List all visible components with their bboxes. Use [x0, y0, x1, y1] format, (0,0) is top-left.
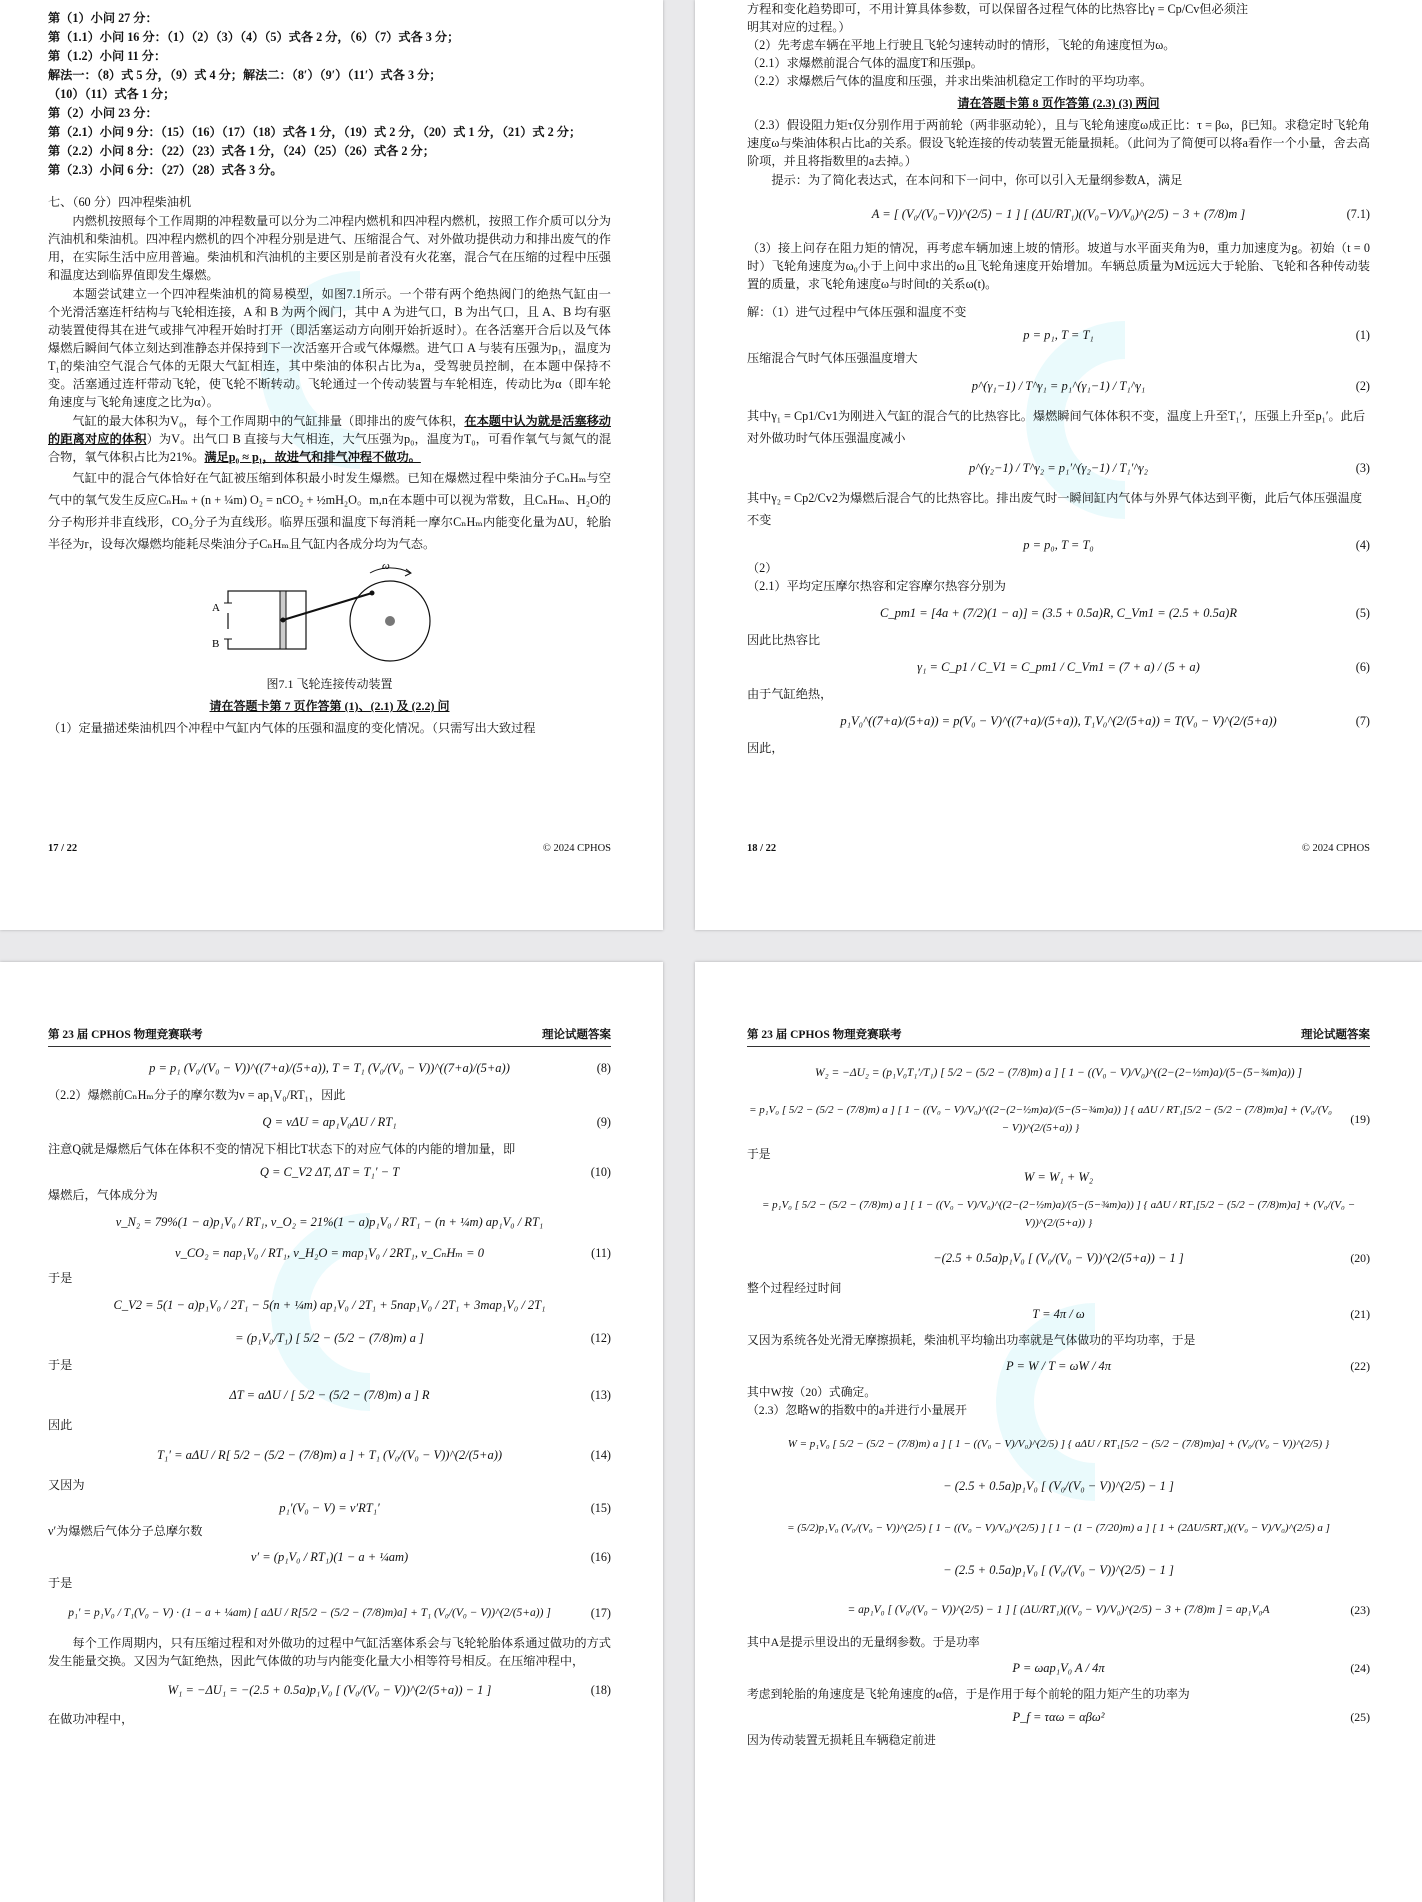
text-line: 方程和变化趋势即可，不用计算具体参数，可以保留各过程气体的比热容比γ = Cp/Cv但必须注	[747, 2, 1249, 16]
solution-text: 考虑到轮胎的角速度是飞轮角速度的α倍，于是作用于每个前轮的阻力矩产生的功率为	[747, 1687, 1190, 1701]
equation-23: = ap₁V₀ [ (V₀/(V₀ − V))^(2/5) − 1 ] [ (ΔU/RT₁)((V₀ − V)/V₀)^(2/5) − 3 + (7/8)m ] = ap₁V₀A (23)	[847, 1603, 1370, 1617]
equation-20: −(2.5 + 0.5a)p₁V₀ [ (V₀/(V₀ − V))^(2/(5+a)) − 1 ] (20)	[933, 1251, 1370, 1265]
solution-text: 其中W按（20）式确定。	[747, 1385, 877, 1399]
equation-24: P = ωap₁V₀ A / 4π (24)	[1012, 1661, 1370, 1675]
header-right: 理论试题答案	[542, 1029, 611, 1041]
equation-23c: = (5/2)p₁V₀ (V₀/(V₀ − V))^(2/5) [ 1 − ((V₀ − V)/V₀)^(2/5) ] [ 1 − (1 − (7/20)m) a ] [ 1 + (2ΔU/5RT₁)((V₀ − V)/V₀)^(2/5) a ]	[787, 1522, 1330, 1534]
equation-23b: − (2.5 + 0.5a)p₁V₀ [ (V₀/(V₀ − V))^(2/5) − 1 ]	[943, 1479, 1174, 1493]
omega-label: ω	[381, 563, 390, 572]
answer-sheet-note: 请在答题卡第 7 页作答第 (1)、(2.1) 及 (2.2) 问	[209, 699, 450, 713]
solution-text: 注意Q就是爆燃后气体在体积不变的情况下相比T状态下的对应气体的内能的增加量，即	[48, 1142, 516, 1156]
text-line: 明其对应的过程。）	[747, 20, 851, 34]
equation-7: p₁V₀^((7+a)/(5+a)) = p(V₀ − V)^((7+a)/(5+a)), T₁V₀^(2/(5+a)) = T(V₀ − V)^(2/(5+a)) (7)	[840, 714, 1370, 728]
score-line: （10）（11）式各 1 分；	[48, 87, 176, 101]
header-right: 理论试题答案	[1301, 1029, 1370, 1041]
solution-text: 因此，	[747, 741, 784, 755]
question-text: （1）定量描述柴油机四个冲程中气缸内气体的压强和温度的变化情况。（只需写出大致过程	[48, 721, 536, 735]
page-number: 17 / 22	[48, 843, 78, 854]
page-20	[695, 962, 1422, 1902]
solution-text: 因此比热容比	[747, 633, 821, 647]
score-line: 第（2）小问 23 分：	[48, 106, 158, 120]
solution-text: 其中A是提示里设出的无量纲参数。于是功率	[747, 1635, 980, 1649]
paragraph: 内燃机按照每个工作周期的冲程数量可以分为二冲程内燃机和四冲程内燃机，按照工作介质可以分为汽油机和柴油机。四冲程内燃机的四个冲程分别是进气、压缩混合气、对外做功提供动力和排出废气的作用，在实际生活中应用普遍。柴油机和汽油机的主要区别是前者没有火花塞，混合气在压缩的过程中压强和温度达到临界值即发生爆燃。	[48, 214, 611, 282]
equation-22: P = W / T = ωW / 4π (22)	[1005, 1359, 1370, 1373]
paragraph: 每个工作周期内，只有压缩过程和对外做功的过程中气缸活塞体系会与飞轮轮胎体系通过做功的方式发生能量交换。又因为气缸绝热，因此气体做的功与内能变化量大小相等符号相反。在压缩冲程中，	[48, 1636, 611, 1668]
equation-10: Q = C_V2 ΔT, ΔT = T₁′ − T (10)	[259, 1165, 611, 1179]
header-left: 第 23 届 CPHOS 物理竞赛联考	[747, 1029, 902, 1041]
paragraph: 本题尝试建立一个四冲程柴油机的简易模型，如图7.1所示。一个带有两个绝热阀门的绝热气缸由一个光滑活塞连杆结构与飞轮相连接，A 和 B 为两个阀门，其中 A 为进气口，B 为出气口，且 A、B 均有驱动装置使得其在进气或排气冲程开始时打开（即活塞运动方向刚开始折返时）。在各活塞开合后以及气体爆燃后瞬间气体立刻达到准静态并保持到下一次活塞开合或气体爆燃。进气口 A 与装有压强为p₁，温度为T₁的柴油空气混合气体的无限大气缸相连，其中柴油的体积占比为a，受驾驶员控制，在本题中保持不变。活塞通过连杆带动飞轮，使飞轮不断转动。飞轮通过一个传动装置与车轮相连，传动比为α（即车轮角速度与飞轮角速度之比为α）。	[48, 287, 611, 409]
equation-18: W₁ = −ΔU₁ = −(2.5 + 0.5a)p₁V₀ [ (V₀/(V₀ − V))^(2/(5+a)) − 1 ] (18)	[167, 1683, 611, 1697]
solution-text: 整个过程经过时间	[747, 1281, 842, 1295]
page-19	[0, 962, 663, 1902]
valve-b-label: B	[211, 638, 219, 650]
solution-text: 爆燃后，气体成分为	[48, 1188, 158, 1202]
page-footer	[747, 843, 1370, 854]
equation-17: p₁′ = p₁V₀ / T₁(V₀ − V) · (1 − a + ¼am) [ aΔU / R[5/2 − (5/2 − (7/8)m)a] + T₁ (V₀/(V₀ − V))^(2/(5+a)) ] (17)	[68, 1606, 611, 1620]
equation-16: ν′ = (p₁V₀ / RT₁)(1 − a + ¼am) (16)	[250, 1550, 611, 1564]
equation-12: = (p₁V₀/T₁) [ 5/2 − (5/2 − (7/8)m) a ] (12)	[235, 1331, 611, 1345]
question-text: （2.2）求爆燃后气体的温度和压强，并求出柴油机稳定工作时的平均功率。	[747, 74, 1153, 88]
equation-20a: W = W₁ + W₂	[1023, 1170, 1094, 1184]
solution-text: 在做功冲程中，	[48, 1712, 134, 1726]
page-number: 18 / 22	[747, 843, 777, 854]
score-line: 解法一：（8）式 5 分，（9）式 4 分；解法二：（8′）（9′）（11′）式各 3 分；	[48, 68, 442, 82]
answer-sheet-note: 请在答题卡第 8 页作答第 (2.3) (3) 两问	[957, 96, 1160, 110]
solution-text: 其中γ₂ = Cp2/Cv2为爆燃后混合气的比热容比。排出废气时一瞬间缸内气体与外界气体达到平衡，此后气体压强温度不变	[747, 491, 1363, 527]
copyright: © 2024 CPHOS	[542, 843, 611, 854]
score-line: 第（1.1）小问 16 分：（1）（2）（3）（4）（5）式各 2 分，（6）（7）式各 3 分；	[48, 30, 460, 44]
equation-2: p^(γ₁−1) / T^γ₁ = p₁^(γ₁−1) / T₁^γ₁ (2)	[971, 379, 1370, 393]
solution-text: ν′为爆燃后气体分子总摩尔数	[48, 1524, 203, 1538]
question-text: （2.3）假设阻力矩τ仅分别作用于两前轮（两非驱动轮），且与飞轮角速度ω成正比：τ = βω，β已知。求稳定时飞轮角速度ω与柴油体积占比a的关系。假设飞轮连接的传动装置无能量损耗。（此问为了简便可以将a看作一个小量，舍去高阶项，并且将指数里的a去掉。）	[747, 118, 1370, 168]
equation-19a: W₂ = −ΔU₂ = (p₁V₀T₁′/T₁) [ 5/2 − (5/2 − (7/8)m) a ] [ 1 − ((V₀ − V)/V₀)^((2−(2−½m)a)/(5−(5−¾m)a)) ]	[815, 1067, 1302, 1079]
solution-text: 其中γ₁ = Cp1/Cv1为刚进入气缸的混合气的比热容比。爆燃瞬间气体体积不变，温度上升至T₁′，压强上升至p₁′。此后对外做功时气体压强温度减小	[747, 409, 1366, 445]
copyright: © 2024 CPHOS	[1301, 843, 1370, 854]
question-text: （2）先考虑车辆在平地上行驶且飞轮匀速转动时的情形，飞轮的角速度恒为ω。	[747, 38, 1176, 52]
equation-1: p = p₁, T = T₁ (1)	[1023, 328, 1370, 342]
equation-11: ν_CO₂ = nap₁V₀ / RT₁, ν_H₂O = map₁V₀ / 2RT₁, ν_CₙHₘ = 0 (11)	[175, 1246, 611, 1260]
solution-text: 解：（1）进气过程中气体压强和温度不变	[747, 305, 967, 319]
score-line: 第（2.3）小问 6 分：（27）（28）式各 3 分。	[48, 163, 283, 177]
paragraph: 气缸中的混合气体恰好在气缸被压缩到体积最小时发生爆燃。已知在爆燃过程中柴油分子CₙHₘ与空气中的氧气发生反应CₙHₘ + (n + ¼m) O₂ = nCO₂ + ½mH₂O。m,n在本题中可以视为常数，且CₙHₘ、H₂O的分子构形并非直线形，CO₂分子为直线形。临界压强和温度下每消耗一摩尔CₙHₘ内能变化量为ΔU，轮胎半径为r，设每次爆燃均能耗尽柴油分子CₙHₘ且气缸内各成分均为气态。	[48, 471, 611, 551]
hint-text: 提示：为了简化表达式，在本问和下一问中，你可以引入无量纲参数A，满足	[771, 173, 1183, 187]
solution-text: 于是	[48, 1358, 73, 1372]
equation-21: T = 4π / ω (21)	[1032, 1307, 1370, 1321]
solution-text: （2.1）平均定压摩尔热容和定容摩尔热容分别为	[747, 579, 1006, 593]
equation-12a: C_V2 = 5(1 − a)p₁V₀ / 2T₁ − 5(n + ¼m) ap₁V₀ / 2T₁ + 5nap₁V₀ / 2T₁ + 3map₁V₀ / 2T₁	[113, 1298, 546, 1312]
paragraph: 气缸的最大体积为V₀，每个工作周期中的气缸排量（即排出的废气体积，在本题中认为就是活塞移动的距离对应的体积）为V。出气口 B 直接与大气相连，大气压强为p₀，温度为T₀，可看作氧气与氮气的混合物，氧气体积占比为21%。满足p₀ ≈ p₁，故进气和排气冲程不做功。	[48, 414, 612, 464]
solution-text: 由于气缸绝热，	[747, 687, 833, 701]
solution-text: 于是	[48, 1576, 73, 1590]
question-text: （2.1）求爆燃前混合气体的温度T和压强p。	[747, 56, 983, 70]
figure-caption: 图7.1 飞轮连接传动装置	[266, 677, 393, 691]
equation-23a: W = p₁V₀ [ 5/2 − (5/2 − (7/8)m) a ] [ 1 − ((V₀ − V)/V₀)^(2/5) ] { aΔU / RT₁[5/2 − (5/2 − (7/8)m)a] + (V₀/(V₀ − V))^(2/5) }	[787, 1438, 1330, 1450]
solution-text: （2.2）爆燃前CₙHₘ分子的摩尔数为ν = ap₁V₀/RT₁，因此	[48, 1088, 346, 1102]
equation-4: p = p₀, T = T₀ (4)	[1023, 538, 1370, 552]
equation-11a: ν_N₂ = 79%(1 − a)p₁V₀ / RT₁, ν_O₂ = 21%(1 − a)p₁V₀ / RT₁ − (n + ¼m) ap₁V₀ / RT₁	[115, 1215, 544, 1229]
equation-13: ΔT = aΔU / [ 5/2 − (5/2 − (7/8)m) a ] R (13)	[229, 1388, 611, 1402]
solution-text: 于是	[747, 1147, 771, 1161]
page-footer	[48, 843, 611, 854]
solution-text: 于是	[48, 1271, 73, 1285]
equation-6: γ₁ = C_p1 / C_V1 = C_pm1 / C_Vm1 = (7 + a) / (5 + a) (6)	[917, 660, 1370, 674]
equation-8: p = p₁ (V₀/(V₀ − V))^((7+a)/(5+a)), T = T₁ (V₀/(V₀ − V))^((7+a)/(5+a)) (8)	[149, 1061, 611, 1075]
equation-15: p₁′(V₀ − V) = ν′RT₁′ (15)	[279, 1501, 611, 1515]
score-line: 第（2.2）小问 8 分：（22）（23）式各 1 分，（24）（25）（26）式各 2 分；	[48, 144, 435, 158]
score-line: 第（1）小问 27 分：	[48, 11, 158, 25]
equation-7-1: A = [ (V₀/(V₀−V))^(2/5) − 1 ] [ (ΔU/RT₁)((V₀−V)/V₀)^(2/5) − 3 + (7/8)m ] (7.1)	[871, 207, 1370, 221]
figure-7-1	[48, 563, 611, 693]
solution-text: （2.3）忽略W的指数中的a并进行小量展开	[747, 1403, 967, 1417]
equation-9: Q = νΔU = ap₁V₀ΔU / RT₁ (9)	[262, 1115, 611, 1129]
question-text: （3）接上问存在阻力矩的情况，再考虑车辆加速上坡的情形。坡道与水平面夹角为θ，重力加速度为g。初始（t = 0时）飞轮角速度为ω₀小于上问中求出的ω且飞轮角速度开始增加。车辆总质量为M远远大于轮胎、飞轮和各种传动装置的质量，求飞轮角速度ω与时间t的关系ω(t)。	[747, 241, 1370, 291]
equation-20b: = p₁V₀ [ 5/2 − (5/2 − (7/8)m) a ] [ 1 − ((V₀ − V)/V₀)^((2−(2−½m)a)/(5−(5−¾m)a)) ] { aΔU / RT₁[5/2 − (5/2 − (7/8)m)a] + (V₀/(V₀ − V))^(2/(5+a)) }	[761, 1199, 1356, 1229]
equation-25: P_f = ταω = αβω² (25)	[1012, 1710, 1370, 1724]
score-line: 第（1.2）小问 11 分：	[48, 49, 167, 63]
page-18	[695, 0, 1422, 930]
flywheel-diagram	[210, 563, 450, 673]
running-header	[747, 1026, 1370, 1047]
solution-text: （2）	[747, 561, 778, 575]
valve-a-label: A	[211, 602, 220, 614]
equation-5: C_pm1 = [4a + (7/2)(1 − a)] = (3.5 + 0.5a)R, C_Vm1 = (2.5 + 0.5a)R (5)	[880, 606, 1370, 620]
equation-23d: − (2.5 + 0.5a)p₁V₀ [ (V₀/(V₀ − V))^(2/5) − 1 ]	[943, 1563, 1174, 1577]
solution-text: 因为传动装置无损耗且车辆稳定前进	[747, 1733, 936, 1747]
solution-text: 压缩混合气时气体压强温度增大	[747, 351, 918, 365]
header-left: 第 23 届 CPHOS 物理竞赛联考	[48, 1029, 203, 1041]
page-17	[0, 0, 663, 930]
equation-3: p^(γ₂−1) / T^γ₂ = p₁′^(γ₂−1) / T₁′^γ₂ (3)	[969, 461, 1370, 475]
running-header	[48, 1026, 611, 1047]
solution-text: 因此	[48, 1418, 73, 1432]
score-line: 第（2.1）小问 9 分：（15）（16）（17）（18）式各 1 分，（19）式 2 分，（20）式 1 分，（21）式 2 分；	[48, 125, 582, 139]
equation-14: T₁′ = aΔU / R[ 5/2 − (5/2 − (7/8)m) a ] + T₁ (V₀/(V₀ − V))^(2/(5+a)) (14)	[156, 1448, 611, 1462]
section-title: 七、（60 分）四冲程柴油机	[48, 195, 192, 209]
equation-19: = p₁V₀ [ 5/2 − (5/2 − (7/8)m) a ] [ 1 − ((V₀ − V)/V₀)^((2−(2−½m)a)/(5−(5−¾m)a)) ] { aΔU / RT₁[5/2 − (5/2 − (7/8)m)a] + (V₀/(V₀ − V))^(2/(5+a)) } (19)	[749, 1104, 1370, 1134]
solution-text: 又因为系统各处光滑无摩擦损耗，柴油机平均输出功率就是气体做功的平均功率，于是	[747, 1333, 1196, 1347]
solution-text: 又因为	[48, 1478, 85, 1492]
